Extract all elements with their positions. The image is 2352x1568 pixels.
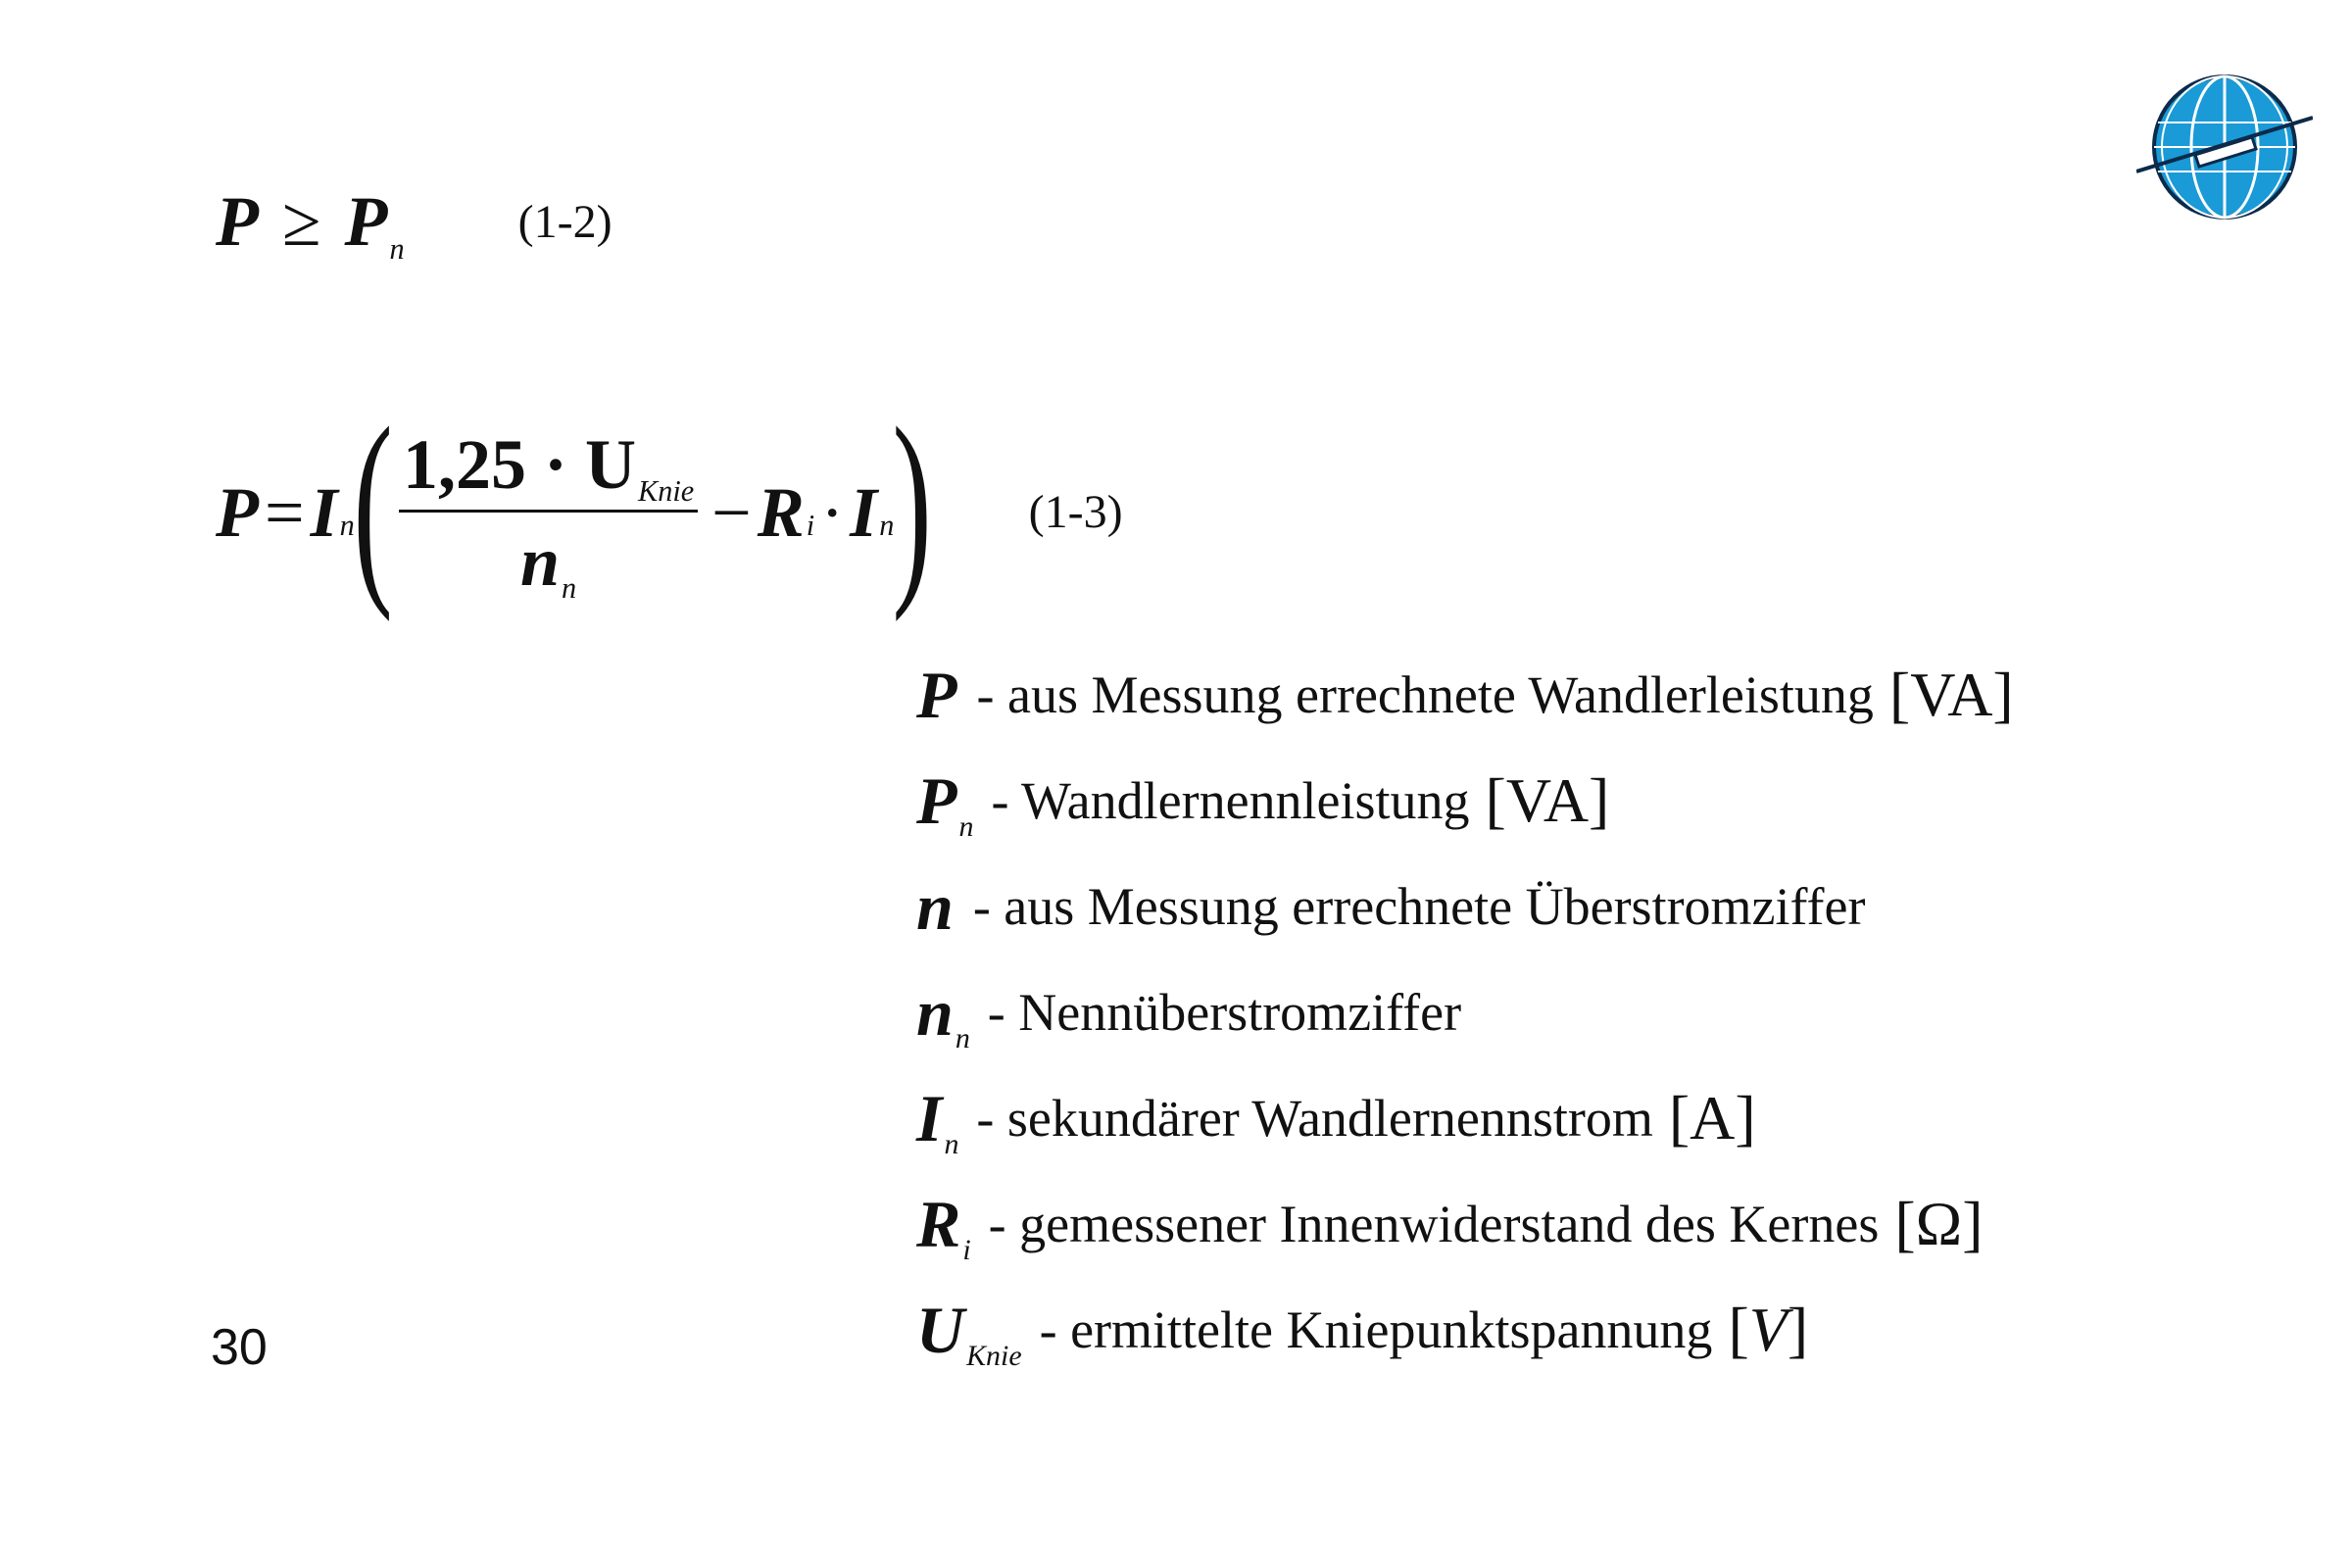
definition-unit: [V] (1728, 1295, 1809, 1364)
definition-symbol (916, 657, 959, 734)
eq2-numerator (399, 424, 698, 513)
eq1-relation: ≥ (281, 182, 321, 261)
symbol-main: P (916, 762, 957, 838)
symbol-sub: n (958, 809, 974, 843)
eq2-numerator-text: 1,25 · U (403, 424, 637, 504)
definition-item (916, 642, 2014, 748)
symbol-sub: n (955, 1021, 970, 1054)
eq2-factor-sub: n (339, 509, 355, 543)
definition-text: - Nennüberstromziffer (987, 983, 1462, 1042)
definition-item (916, 1065, 2014, 1171)
definition-text: - ermittelte Kniepunktspannung (1039, 1300, 1713, 1359)
definition-symbol (916, 1186, 971, 1266)
definition-symbol (916, 868, 956, 946)
eq1-rhs-sub: n (389, 231, 405, 266)
eq1-number: (1-2) (517, 196, 612, 248)
definition-item (916, 959, 2014, 1065)
eq2-paren-open: ( (353, 383, 393, 622)
equation-1-2 (216, 182, 612, 266)
eq2-factor: I (310, 473, 338, 552)
equation-1-3 (216, 383, 1123, 622)
symbol-main: I (916, 1080, 943, 1155)
eq1-lhs: P (216, 182, 259, 261)
eq2-term2: R (757, 473, 805, 552)
definition-item (916, 748, 2014, 854)
eq2-equals: = (264, 473, 305, 552)
definition-item (916, 1171, 2014, 1277)
definition-symbol (916, 974, 970, 1052)
symbol-main: n (916, 868, 954, 944)
eq2-lhs: P (216, 473, 259, 552)
unit-value: VA (1505, 765, 1590, 835)
eq2-denominator (519, 513, 577, 606)
definition-list (916, 642, 2014, 1383)
eq2-fraction (399, 424, 698, 606)
definition-unit: [A] (1668, 1083, 1756, 1152)
definition-text: - gemessener Innenwiderstand des Kernes (988, 1195, 1880, 1253)
symbol-sub: n (944, 1127, 959, 1160)
symbol-main: U (916, 1292, 965, 1367)
definition-text: - aus Messung errechnete Wandlerleistung (976, 665, 1874, 724)
definition-symbol (916, 1080, 959, 1160)
definition-unit: [Ω] (1894, 1189, 1984, 1258)
definition-text: - aus Messung errechnete Überstromziffer (972, 877, 1866, 936)
definition-unit: [VA] (1888, 660, 2014, 729)
eq2-term2-sub: i (806, 509, 815, 543)
definition-item (916, 854, 2014, 959)
symbol-main: n (916, 974, 954, 1050)
definition-text: - Wandlernennleistung (991, 771, 1470, 830)
eq2-number: (1-3) (1028, 486, 1123, 538)
eq2-term3-sub: n (879, 509, 895, 543)
symbol-sub: Knie (966, 1339, 1022, 1372)
eq2-minus: − (711, 473, 752, 552)
eq2-numerator-sub: Knie (638, 474, 695, 509)
unit-value: Ω (1915, 1189, 1963, 1258)
eq2-paren-close: ) (892, 383, 933, 622)
eq1-rhs: P (344, 182, 388, 261)
page-number: 30 (211, 1319, 268, 1376)
definition-symbol (916, 762, 974, 843)
symbol-main: R (916, 1186, 961, 1261)
symbol-sub: i (962, 1233, 971, 1266)
eq2-term3: I (850, 473, 878, 552)
definition-unit: [VA] (1485, 765, 1610, 835)
definition-symbol (916, 1292, 1022, 1372)
definition-text: - sekundärer Wandlernennstrom (976, 1089, 1653, 1148)
eq2-denominator-sub: n (562, 571, 577, 606)
eq2-dot: · (820, 473, 845, 552)
globe-logo-icon (2136, 59, 2313, 235)
unit-value: VA (1910, 660, 1993, 729)
definition-item (916, 1277, 2014, 1383)
unit-value: V (1748, 1295, 1788, 1364)
unit-value: A (1690, 1083, 1736, 1152)
eq2-denominator-text: n (519, 521, 561, 601)
symbol-main: P (916, 657, 957, 732)
